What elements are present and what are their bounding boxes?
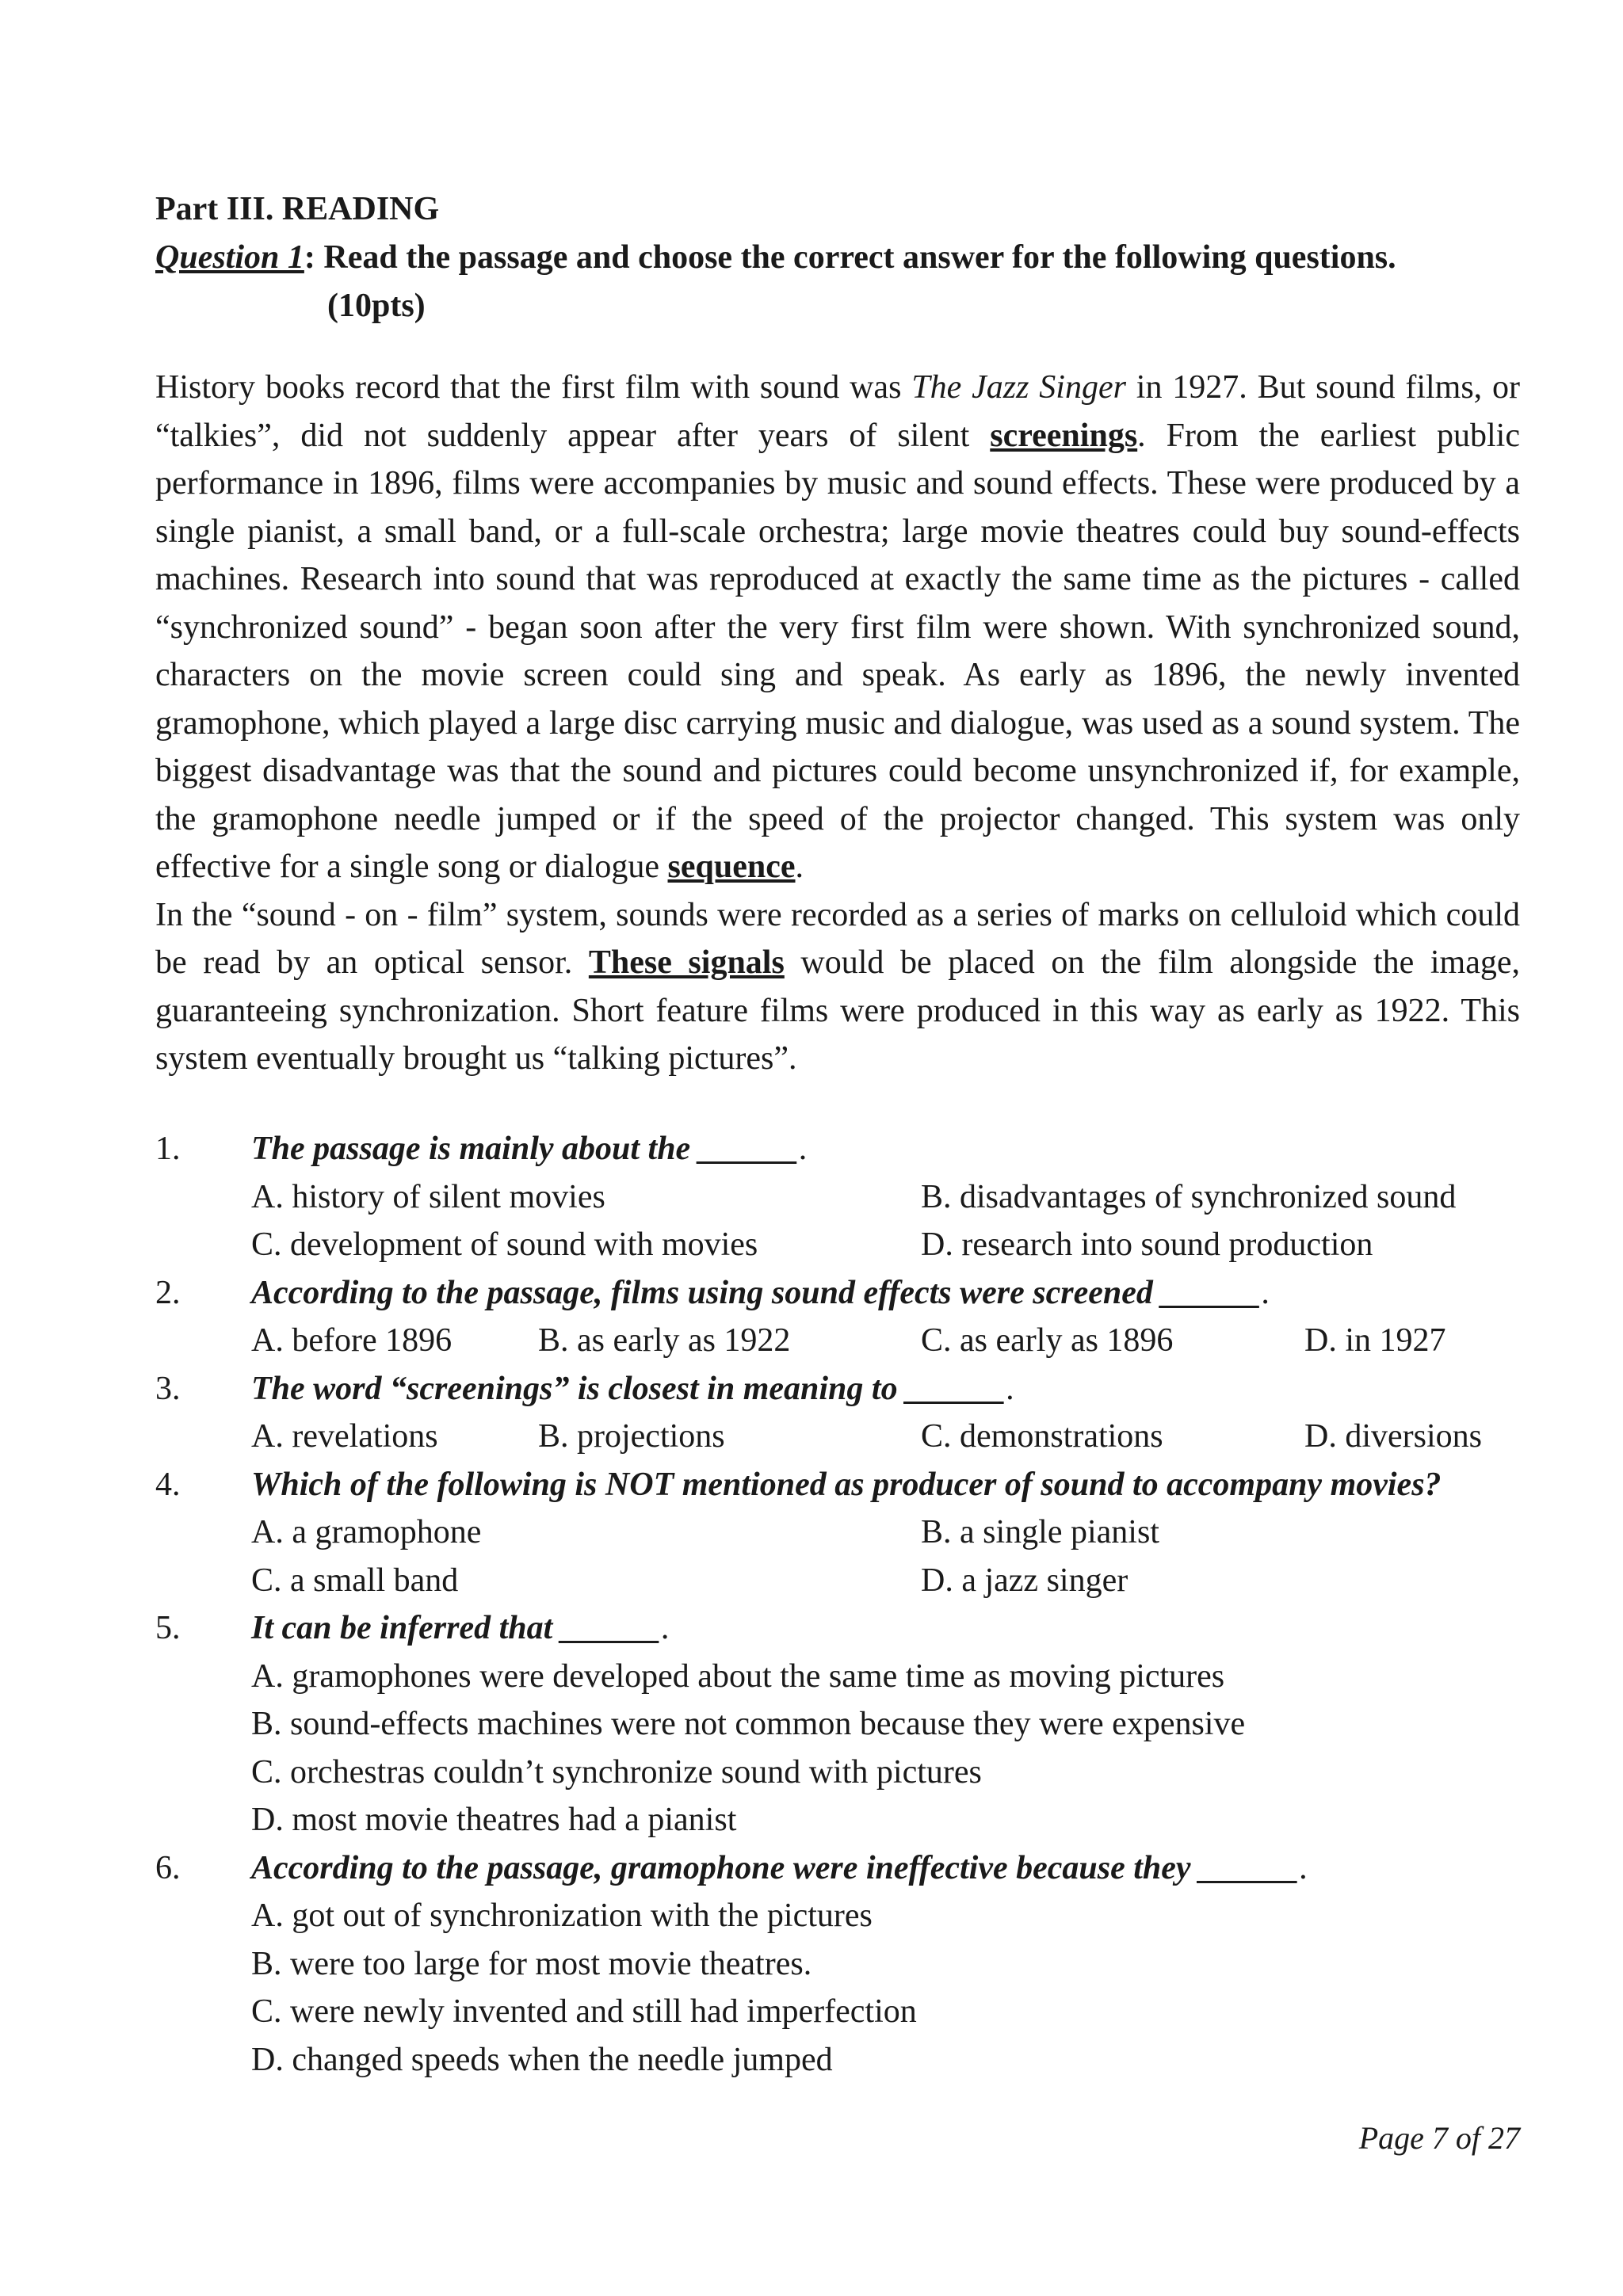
options-row xyxy=(155,1988,1550,2036)
options-row xyxy=(155,1700,1550,1749)
option-b: B. were too large for most movie theatres. xyxy=(251,1945,812,1982)
question-6 xyxy=(155,1844,1550,1893)
option-b: B. projections xyxy=(538,1418,725,1455)
option-d: D. in 1927 xyxy=(1304,1322,1446,1359)
answer-blank: ______ xyxy=(1161,1274,1262,1311)
stem-text: Which of the following is NOT mentioned as producer of sound to accompany movies? xyxy=(251,1466,1442,1503)
underlined-phrase-these-signals: These signals xyxy=(588,944,785,981)
passage-text: would be placed on the film alongside the image, guaranteeing synchronization. Short feature films were produced in this way as early as 1922. This system eventually brought us “talking pictures”. xyxy=(155,944,1520,1077)
options-row xyxy=(155,1892,1550,1940)
question-stem xyxy=(251,1365,1014,1413)
page-number: Page 7 of 27 xyxy=(1358,2120,1520,2156)
option-d: D. research into sound production xyxy=(921,1226,1373,1263)
options-row xyxy=(155,1173,1550,1222)
stem-text: It can be inferred that xyxy=(251,1610,561,1646)
answer-blank: ______ xyxy=(560,1610,661,1646)
option-a: A. a gramophone xyxy=(251,1514,482,1550)
stem-text: According to the passage, gramophone were ineffective because they xyxy=(251,1849,1200,1886)
question-stem xyxy=(251,1844,1308,1893)
stem-end: . xyxy=(1261,1274,1270,1311)
question-number: 6. xyxy=(155,1849,181,1886)
question-2 xyxy=(155,1269,1550,1318)
reading-passage xyxy=(155,364,1520,1083)
options-row xyxy=(155,1653,1550,1701)
stem-end: . xyxy=(1299,1849,1308,1886)
options-row xyxy=(155,1796,1550,1844)
option-d: D. changed speeds when the needle jumped xyxy=(251,2041,833,2078)
option-d: D. most movie theatres had a pianist xyxy=(251,1802,737,1838)
passage-text: In the “sound - on - film” system, sounds were recorded as a series of marks on celluloid which could be read by an optical sensor. xyxy=(155,896,1520,981)
answer-blank: ______ xyxy=(906,1370,1006,1407)
question-stem xyxy=(251,1269,1270,1318)
option-a: A. gramophones were developed about the same time as moving pictures xyxy=(251,1657,1225,1695)
stem-text: The word “screenings” is closest in meaning to xyxy=(251,1370,907,1407)
option-c: C. orchestras couldn’t synchronize sound with pictures xyxy=(251,1753,982,1791)
options-row xyxy=(155,1317,1550,1365)
question-number: 5. xyxy=(155,1610,181,1646)
stem-end: . xyxy=(1006,1370,1014,1407)
option-b: B. sound-effects machines were not common because they were expensive xyxy=(251,1706,1246,1742)
question-1 xyxy=(155,1125,1550,1173)
options-row xyxy=(155,1557,1550,1605)
question-number: 4. xyxy=(155,1466,181,1503)
option-d: D. a jazz singer xyxy=(921,1562,1128,1599)
film-title: The Jazz Singer xyxy=(911,369,1126,406)
option-b: B. disadvantages of synchronized sound xyxy=(921,1178,1457,1215)
options-row xyxy=(155,1940,1550,1989)
question-5 xyxy=(155,1604,1550,1653)
stem-text: The passage is mainly about the xyxy=(251,1131,699,1167)
underlined-word-sequence: sequence xyxy=(667,849,796,885)
options-row xyxy=(155,2036,1550,2084)
question-label: Question 1 xyxy=(155,239,304,276)
options-row xyxy=(155,1413,1550,1461)
option-a: A. got out of synchronization with the pictures xyxy=(251,1897,873,1934)
part-title: Part III. READING xyxy=(155,191,440,227)
option-a: A. revelations xyxy=(251,1418,438,1455)
stem-text: According to the passage, films using sound effects were screened xyxy=(251,1274,1162,1311)
option-a: A. history of silent movies xyxy=(251,1178,605,1215)
passage-text: . From the earliest public performance in 1896, films were accompanies by music and sound effects. These were produced by a single pianist, a small band, or a full-scale orchestra; large movie theatres could buy sound-effects machines. Research into sound that was reproduced at exactly the same time as the pictures - called “synchronized sound” - began soon after the very first film were shown. With synchronized sound, characters on the movie screen could sing and speak. As early as 1896, the newly invented gramophone, which played a large disc carrying music and dialogue, was used as a sound system. The biggest disadvantage was that the sound and pictures could become unsynchronized if, for example, the gramophone needle jumped or if the speed of the projector changed. This system was only effective for a single song or dialogue xyxy=(155,417,1520,885)
options-row xyxy=(155,1508,1550,1557)
answer-blank: ______ xyxy=(1199,1849,1300,1886)
passage-text: in 1927. But sound films, or “talkies”, did not suddenly appear after years of silent xyxy=(155,369,1520,454)
option-b: B. a single pianist xyxy=(921,1514,1159,1550)
question-points: (10pts) xyxy=(327,288,426,324)
option-c: C. a small band xyxy=(251,1562,459,1599)
stem-end: . xyxy=(660,1610,670,1646)
option-c: C. development of sound with movies xyxy=(251,1226,758,1263)
underlined-word-screenings: screenings xyxy=(990,417,1138,454)
options-row xyxy=(155,1749,1550,1797)
question-list xyxy=(155,1125,1550,2084)
question-number: 1. xyxy=(155,1131,181,1167)
option-d: D. diversions xyxy=(1304,1418,1482,1455)
option-b: B. as early as 1922 xyxy=(538,1322,791,1359)
answer-blank: ______ xyxy=(698,1131,799,1167)
passage-paragraph-1 xyxy=(155,364,1520,891)
question-header xyxy=(155,238,1396,277)
stem-end: . xyxy=(798,1131,808,1167)
question-3 xyxy=(155,1365,1550,1413)
option-c: C. demonstrations xyxy=(921,1418,1163,1455)
question-stem xyxy=(251,1125,807,1173)
question-number: 3. xyxy=(155,1370,181,1407)
question-4 xyxy=(155,1461,1550,1509)
options-row xyxy=(155,1221,1550,1269)
option-c: C. as early as 1896 xyxy=(921,1322,1174,1359)
passage-text: History books record that the first film with sound was xyxy=(155,369,912,406)
question-instruction: : Read the passage and choose the correct answer for the following questions. xyxy=(304,239,1396,276)
question-stem xyxy=(251,1604,669,1653)
option-c: C. were newly invented and still had imperfection xyxy=(251,1993,917,2030)
passage-text: . xyxy=(795,849,804,885)
question-stem xyxy=(251,1461,1442,1509)
passage-paragraph-2 xyxy=(155,891,1520,1083)
question-number: 2. xyxy=(155,1274,181,1311)
option-a: A. before 1896 xyxy=(251,1322,453,1359)
